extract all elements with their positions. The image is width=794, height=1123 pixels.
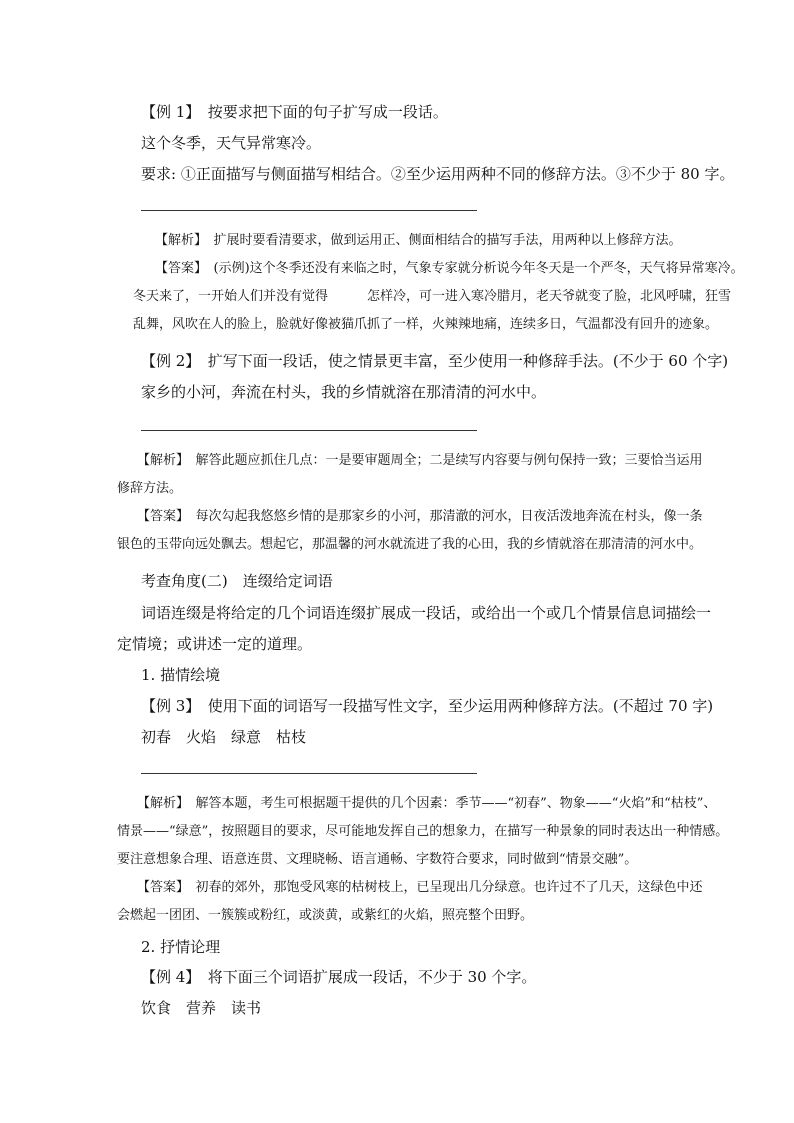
example-3-words: 初春 火焰 绿意 枯枝	[141, 728, 307, 746]
example-2-title: 【例 2】 扩写下面一段话，使之情景更丰富，至少使用一种修辞手法。(不少于 60 个字)	[141, 352, 729, 370]
section-intro-line: 定情境；或讲述一定的道理。	[117, 635, 313, 653]
example-2-answer-line: 【答案】 每次勾起我悠悠乡情的是那家乡的小河，那清澈的河水，日夜活泼地奔流在村头，像一条	[137, 509, 703, 524]
answer-blank-line-1	[141, 210, 477, 211]
example-4-title: 【例 4】 将下面三个词语扩展成一段话，不少于 30 个字。	[141, 968, 537, 986]
example-3-analysis-line: 【解析】 解答本题，考生可根据题干提供的几个因素：季节——“初春”、物象——“火焰”和“枯枝”、	[137, 796, 717, 811]
example-2-sentence: 家乡的小河，奔流在村头，我的乡情就溶在那清清的河水中。	[141, 383, 547, 401]
answer-blank-line-2	[141, 430, 477, 431]
example-3-answer-line: 【答案】 初春的郊外，那饱受风寒的枯树枝上，已呈现出几分绿意。也许过不了几天，这绿色中还	[137, 880, 703, 895]
example-3-answer-line: 会燃起一团团、一簇簇或粉红，或淡黄，或紫红的火焰，照亮整个田野。	[117, 908, 534, 923]
example-1-answer-line: 乱舞，风吹在人的脸上，脸就好像被猫爪抓了一样，火辣辣地痛，连续多日，气温都没有回升的迹象。	[133, 317, 719, 332]
example-1-requirement: 要求: ①正面描写与侧面描写相结合。②至少运用两种不同的修辞方法。③不少于 80 字。	[141, 165, 735, 183]
example-3-title: 【例 3】 使用下面的词语写一段描写性文字，至少运用两种修辞方法。(不超过 70 字)	[141, 697, 714, 715]
example-2-analysis-line: 修辞方法。	[117, 481, 183, 496]
example-1-answer-line: 【答案】 (示例)这个冬季还没有来临之时，气象专家就分析说今年冬天是一个严冬，天气将异常寒冷。	[155, 261, 744, 276]
example-3-analysis-line: 情景——“绿意”，按照题目的要求，尽可能地发挥自己的想象力，在描写一种景象的同时表达出一种情感。	[117, 824, 729, 839]
subsection-heading: 1. 描情绘境	[141, 666, 221, 684]
example-1-sentence: 这个冬季，天气异常寒冷。	[141, 134, 322, 152]
example-3-analysis-line: 要注意想象合理、语意连贯、文理晓畅、语言通畅、字数符合要求，同时做到“情景交融”。	[117, 852, 638, 867]
section-heading: 考查角度(二) 连缀给定词语	[141, 572, 333, 590]
example-2-answer-line: 银色的玉带向远处飘去。想起它，那温馨的河水就流进了我的心田，我的乡情就溶在那清清的河水中。	[117, 537, 703, 552]
section-intro-line: 词语连缀是将给定的几个词语连缀扩展成一段话，或给出一个或几个情景信息词描绘一	[141, 604, 712, 622]
answer-blank-line-3	[141, 773, 477, 774]
subsection-heading: 2. 抒情论理	[141, 938, 221, 956]
example-1-title: 【例 1】 按要求把下面的句子扩写成一段话。	[141, 103, 448, 121]
example-1-analysis: 【解析】 扩展时要看清要求，做到运用正、侧面相结合的描写手法，用两种以上修辞方法。	[155, 233, 682, 248]
example-1-answer-line: 冬天来了，一开始人们并没有觉得 怎样冷，可一进入寒冷腊月，老天爷就变了脸，北风呼啸，狂雪	[133, 289, 732, 304]
example-2-analysis-line: 【解析】 解答此题应抓住几点：一是要审题周全；二是续写内容要与例句保持一致；三要恰当运用	[137, 453, 703, 468]
example-4-words: 饮食 营养 读书	[141, 999, 262, 1017]
